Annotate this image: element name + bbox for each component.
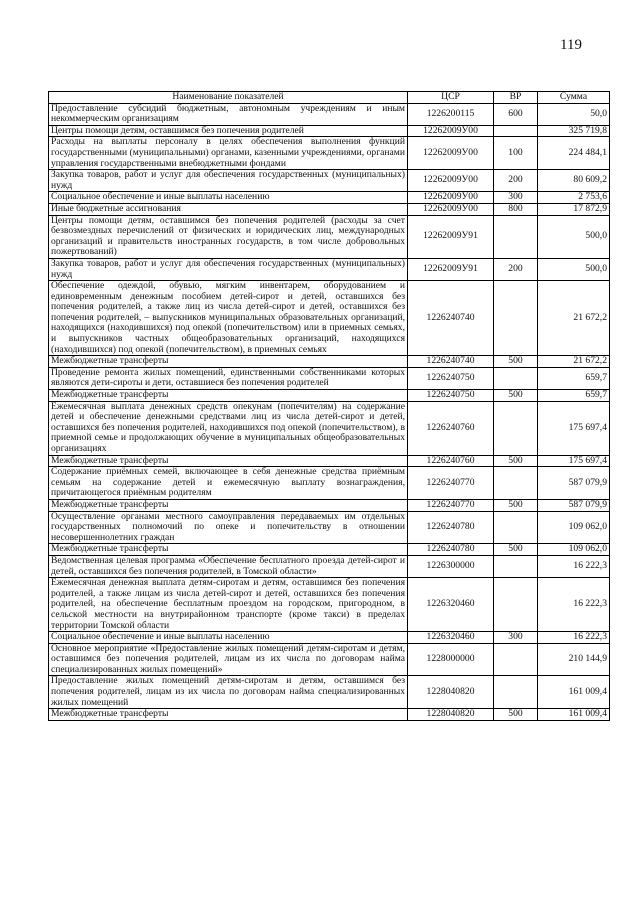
cell-csr: 1226240740 <box>408 356 494 368</box>
table-row <box>49 192 610 204</box>
cell-sum: 500,0 <box>538 215 610 258</box>
cell-name: Социальное обеспечение и иные выплаты населению <box>49 632 408 644</box>
table-body <box>49 103 610 720</box>
cell-sum: 50,0 <box>538 103 610 125</box>
table-row <box>49 203 610 215</box>
cell-vr: 500 <box>494 709 538 721</box>
cell-vr <box>494 401 538 455</box>
cell-name: Закупка товаров, работ и услуг для обеспечения государственных (муниципальных) нужд <box>49 170 408 192</box>
cell-vr <box>494 215 538 258</box>
cell-vr: 500 <box>494 390 538 402</box>
cell-vr: 600 <box>494 103 538 125</box>
header-name: Наименование показателей <box>49 92 408 104</box>
cell-csr: 12262009У91 <box>408 258 494 280</box>
cell-name: Центры помощи детям, оставшимся без попечения родителей (расходы за счет безвозмездных перечислений от физических и юридических лиц, международных организаций и правительств иностранных государств, в том числе добровольных пожертвований) <box>49 215 408 258</box>
cell-vr <box>494 511 538 544</box>
cell-csr: 1226240760 <box>408 401 494 455</box>
table-row <box>49 499 610 511</box>
cell-vr: 200 <box>494 258 538 280</box>
table-row <box>49 103 610 125</box>
table-row <box>49 390 610 402</box>
cell-csr: 1226320460 <box>408 578 494 632</box>
cell-sum: 16 222,3 <box>538 578 610 632</box>
cell-name: Предоставление жилых помещений детям-сиротам и детям, оставшимся без попечения родителей, лицам из их числа по договорам найма специализированных жилых помещений <box>49 676 408 709</box>
table-row <box>49 258 610 280</box>
cell-name: Осуществление органами местного самоуправления передаваемых им отдельных государственных полномочий по опеке и попечительству в отношении несовершеннолетних граждан <box>49 511 408 544</box>
cell-sum: 80 609,2 <box>538 170 610 192</box>
cell-name: Основное мероприятие «Предоставление жилых помещений детям-сиротам и детям, оставшимся без попечения родителей, лицам из их числа по договорам найма специализированных жилых помещений» <box>49 643 408 676</box>
cell-csr: 12262009У00 <box>408 203 494 215</box>
table-row <box>49 170 610 192</box>
cell-sum: 2 753,6 <box>538 192 610 204</box>
table-row <box>49 676 610 709</box>
table-row <box>49 632 610 644</box>
cell-name: Ежемесячная выплата денежных средств опекунам (попечителям) на содержание детей и обеспечение денежными средствами лиц из числа детей-сирот и детей, оставшихся без попечения родителей, находившихся под опекой (попечительством), в приемной семье и продолжающих обучение в муниципальных общеобразовательных организациях <box>49 401 408 455</box>
cell-name: Расходы на выплаты персоналу в целях обеспечения выполнения функций государственными (муниципальными) органами, казенными учреждениями, органами управления государственными внебюджетными фондами <box>49 137 408 170</box>
cell-vr <box>494 676 538 709</box>
table-row <box>49 281 610 356</box>
cell-vr: 500 <box>494 499 538 511</box>
table-row <box>49 367 610 389</box>
cell-csr: 12262009У00 <box>408 137 494 170</box>
table-header <box>49 92 610 104</box>
cell-name: Ведомственная целевая программа «Обеспечение бесплатного проезда детей-сирот и детей, оставшихся без попечения родителей, в Томской области» <box>49 555 408 577</box>
cell-csr: 1226240780 <box>408 544 494 556</box>
table-row <box>49 511 610 544</box>
table-row <box>49 215 610 258</box>
cell-vr <box>494 125 538 137</box>
cell-name: Ежемесячная денежная выплата детям-сиротам и детям, оставшимся без попечения родителей, а также лицам из числа детей-сирот и детей, оставшихся без попечения родителей, на обеспечение бесплатным проездом на городском, пригородном, в сельской местности на внутрирайонном транспорте (кроме такси) в пределах территории Томской области <box>49 578 408 632</box>
table-row <box>49 544 610 556</box>
cell-name: Проведение ремонта жилых помещений, единственными собственниками которых являются дети-сироты и дети, оставшиеся без попечения родителей <box>49 367 408 389</box>
cell-sum: 161 009,4 <box>538 709 610 721</box>
cell-name: Межбюджетные трансферты <box>49 455 408 467</box>
header-sum: Сумма <box>538 92 610 104</box>
cell-vr <box>494 281 538 356</box>
cell-sum: 21 672,2 <box>538 356 610 368</box>
table-row <box>49 643 610 676</box>
page-number: 119 <box>560 37 582 53</box>
header-vr: ВР <box>494 92 538 104</box>
cell-csr: 1226240750 <box>408 367 494 389</box>
cell-csr: 12262009У00 <box>408 192 494 204</box>
cell-sum: 109 062,0 <box>538 511 610 544</box>
cell-vr: 200 <box>494 170 538 192</box>
cell-sum: 17 872,9 <box>538 203 610 215</box>
header-csr: ЦСР <box>408 92 494 104</box>
cell-vr: 500 <box>494 356 538 368</box>
cell-sum: 224 484,1 <box>538 137 610 170</box>
cell-name: Межбюджетные трансферты <box>49 390 408 402</box>
cell-vr <box>494 643 538 676</box>
cell-csr: 1228040820 <box>408 676 494 709</box>
cell-name: Межбюджетные трансферты <box>49 709 408 721</box>
cell-vr: 800 <box>494 203 538 215</box>
cell-name: Межбюджетные трансферты <box>49 544 408 556</box>
cell-sum: 109 062,0 <box>538 544 610 556</box>
cell-name: Содержание приёмных семей, включающее в себя денежные средства приёмным семьям на содержание детей и ежемесячную выплату вознаграждения, причитающегося приёмным родителям <box>49 467 408 500</box>
cell-sum: 161 009,4 <box>538 676 610 709</box>
cell-sum: 587 079,9 <box>538 467 610 500</box>
cell-csr: 12262009У00 <box>408 125 494 137</box>
cell-csr: 1226240760 <box>408 455 494 467</box>
cell-sum: 16 222,3 <box>538 555 610 577</box>
cell-sum: 16 222,3 <box>538 632 610 644</box>
cell-vr: 300 <box>494 192 538 204</box>
cell-csr: 1226300000 <box>408 555 494 577</box>
table-row <box>49 356 610 368</box>
cell-csr: 1226240750 <box>408 390 494 402</box>
cell-vr: 500 <box>494 544 538 556</box>
cell-name: Межбюджетные трансферты <box>49 356 408 368</box>
header-row <box>49 92 610 104</box>
cell-csr: 1228040820 <box>408 709 494 721</box>
cell-vr: 500 <box>494 455 538 467</box>
cell-csr: 1226240740 <box>408 281 494 356</box>
cell-name: Социальное обеспечение и иные выплаты населению <box>49 192 408 204</box>
budget-table <box>48 91 610 721</box>
cell-vr <box>494 367 538 389</box>
cell-vr <box>494 467 538 500</box>
cell-name: Иные бюджетные ассигнования <box>49 203 408 215</box>
cell-name: Центры помощи детям, оставшимся без попечения родителей <box>49 125 408 137</box>
cell-name: Межбюджетные трансферты <box>49 499 408 511</box>
cell-csr: 1226240780 <box>408 511 494 544</box>
cell-sum: 175 697,4 <box>538 401 610 455</box>
cell-sum: 659,7 <box>538 390 610 402</box>
table-row <box>49 578 610 632</box>
cell-csr: 1226240770 <box>408 499 494 511</box>
table-row <box>49 555 610 577</box>
table-row <box>49 455 610 467</box>
cell-vr: 100 <box>494 137 538 170</box>
cell-sum: 659,7 <box>538 367 610 389</box>
cell-name: Обеспечение одеждой, обувью, мягким инвентарем, оборудованием и единовременным денежным пособием детей-сирот и детей, оставшихся без попечения родителей, а также лиц из числа детей-сирот и детей, оставшихся без попечения родителей, – выпускников муниципальных образовательных организаций, находящихся (находившихся) под опекой (попечительством) или в приемных семьях, и выпускников частных общеобразовательных организаций, находящихся (находившихся) под опекой (попечительством), в приемных семьях <box>49 281 408 356</box>
cell-sum: 210 144,9 <box>538 643 610 676</box>
table-row <box>49 467 610 500</box>
cell-vr: 300 <box>494 632 538 644</box>
cell-csr: 1226320460 <box>408 632 494 644</box>
cell-vr <box>494 578 538 632</box>
cell-sum: 21 672,2 <box>538 281 610 356</box>
cell-csr: 1226200115 <box>408 103 494 125</box>
cell-csr: 1226240770 <box>408 467 494 500</box>
cell-name: Закупка товаров, работ и услуг для обеспечения государственных (муниципальных) нужд <box>49 258 408 280</box>
table-row <box>49 401 610 455</box>
cell-vr <box>494 555 538 577</box>
table-row <box>49 709 610 721</box>
cell-name: Предоставление субсидий бюджетным, автономным учреждениям и иным некоммерческим организациям <box>49 103 408 125</box>
cell-sum: 325 719,8 <box>538 125 610 137</box>
table-row <box>49 137 610 170</box>
cell-csr: 12262009У00 <box>408 170 494 192</box>
cell-sum: 500,0 <box>538 258 610 280</box>
cell-sum: 587 079,9 <box>538 499 610 511</box>
table-row <box>49 125 610 137</box>
cell-sum: 175 697,4 <box>538 455 610 467</box>
cell-csr: 12262009У91 <box>408 215 494 258</box>
cell-csr: 1228000000 <box>408 643 494 676</box>
